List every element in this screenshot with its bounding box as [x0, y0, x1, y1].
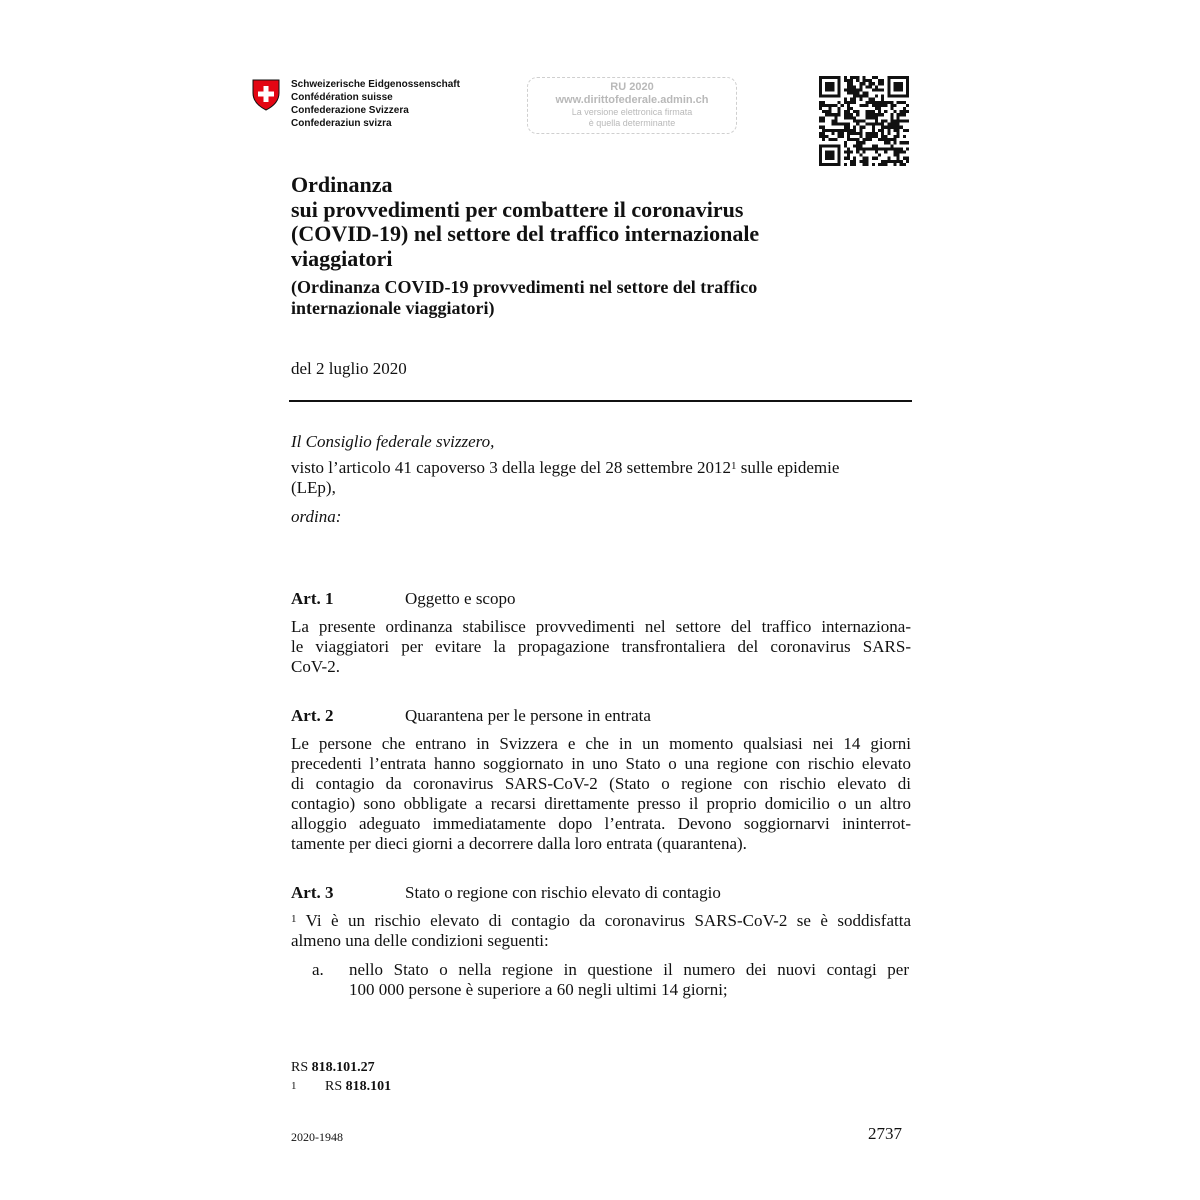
title-line: Ordinanza — [291, 172, 393, 197]
article-3-paragraph-1 — [291, 911, 911, 951]
document-title — [291, 173, 891, 271]
text-line: di contagio da coronavirus SARS-CoV-2 (Stato o regione con rischio elevato di — [291, 774, 911, 793]
article-2-text — [291, 734, 911, 854]
text-line: alloggio adeguato immediatamente dopo l’entrata. Devono soggiornarvi ininterrot- — [291, 814, 911, 833]
text-line: CoV-2. — [291, 657, 340, 676]
rs-number: 818.101.27 — [311, 1060, 375, 1075]
list-item-text — [349, 960, 909, 1000]
footnote-1 — [291, 1077, 391, 1096]
text-line: contagio) sono obbligate a recarsi direttamente presso il proprio domicilio o un altro — [291, 794, 911, 813]
article-number: Art. 3 — [291, 883, 334, 902]
ru-stamp — [527, 77, 737, 134]
footnote-prefix: RS — [325, 1079, 343, 1094]
text-line: La presente ordinanza stabilisce provvedimenti nel settore del traffico internaziona- — [291, 617, 911, 636]
text-line: le viaggiatori per evitare la propagazione transfrontaliera del coronavirus SARS- — [291, 637, 911, 656]
subtitle-line: (Ordinanza COVID-19 provvedimenti nel settore del traffico — [291, 277, 758, 297]
text-line: nello Stato o nella regione in questione il numero dei nuovi contagi per — [349, 960, 909, 979]
article-number: Art. 2 — [291, 706, 334, 725]
preamble-authority: Il Consiglio federale svizzero, — [291, 432, 495, 451]
federation-name-fr: Confédération suisse — [291, 92, 393, 103]
preamble-basis-abbr: (LEp), — [291, 478, 336, 497]
preamble-basis — [291, 458, 911, 498]
article-2-heading — [291, 706, 651, 726]
list-item-label: a. — [312, 960, 324, 979]
rs-prefix: RS — [291, 1060, 309, 1075]
footnote-ref: 1 — [730, 460, 737, 472]
text-line: almeno una delle condizioni seguenti: — [291, 931, 549, 950]
federation-names — [291, 78, 460, 130]
text-line — [291, 911, 911, 931]
text-line: tamente per dieci giorni a decorrere dalla loro entrata (quarantena). — [291, 834, 747, 853]
qr-code-icon — [819, 76, 909, 166]
stamp-line-1: RU 2020 — [610, 81, 654, 93]
text-line: precedenti l’entrata hanno soggiornato in uno Stato o una regione con rischio elevato — [291, 754, 911, 773]
title-line: (COVID-19) nel settore del traffico internazionale — [291, 221, 760, 246]
swiss-coat-of-arms-icon — [252, 79, 280, 111]
federation-name-rm: Confederaziun svizra — [291, 118, 392, 129]
article-title: Stato o regione con rischio elevato di contagio — [405, 883, 721, 902]
title-line: sui provvedimenti per combattere il coronavirus — [291, 196, 744, 222]
page-number: 2737 — [868, 1124, 902, 1143]
article-1-text — [291, 617, 911, 677]
preamble-decree: ordina: — [291, 507, 342, 526]
preamble-basis-text-end: sulle epidemie — [736, 458, 840, 477]
document-short-title — [291, 277, 911, 318]
preamble-basis-text: visto l’articolo 41 capoverso 3 della legge del 28 settembre 2012 — [291, 458, 731, 477]
article-3-heading — [291, 883, 721, 903]
article-number: Art. 1 — [291, 589, 334, 608]
footnote-marker: 1 — [291, 1080, 297, 1092]
text-line: Le persone che entrano in Svizzera e che in un momento qualsiasi nei 14 giorni — [291, 734, 911, 753]
federation-name-it: Confederazione Svizzera — [291, 105, 409, 116]
document-date: del 2 luglio 2020 — [291, 359, 407, 378]
subtitle-line: internazionale viaggiatori) — [291, 297, 495, 318]
article-1-heading — [291, 589, 515, 609]
document-number: 2020-1948 — [291, 1130, 343, 1144]
federation-name-de: Schweizerische Eidgenossenschaft — [291, 79, 460, 90]
article-title: Oggetto e scopo — [405, 589, 516, 608]
paragraph-text: Vi è un rischio elevato di contagio da coronavirus SARS-CoV-2 se è soddisfatta — [296, 911, 911, 930]
paragraph-number: 1 — [291, 913, 297, 925]
article-title: Quarantena per le persone in entrata — [405, 706, 651, 725]
stamp-line-4: è quella determinante — [588, 118, 676, 128]
title-line: viaggiatori — [291, 245, 393, 271]
footnote-number: 818.101 — [345, 1079, 392, 1094]
rs-reference — [291, 1058, 375, 1077]
title-divider — [289, 400, 912, 402]
text-line: 100 000 persone è superiore a 60 negli ultimi 14 giorni; — [349, 980, 728, 999]
stamp-line-3: La versione elettronica firmata — [571, 107, 693, 117]
stamp-line-2: www.dirittofederale.admin.ch — [555, 94, 709, 106]
